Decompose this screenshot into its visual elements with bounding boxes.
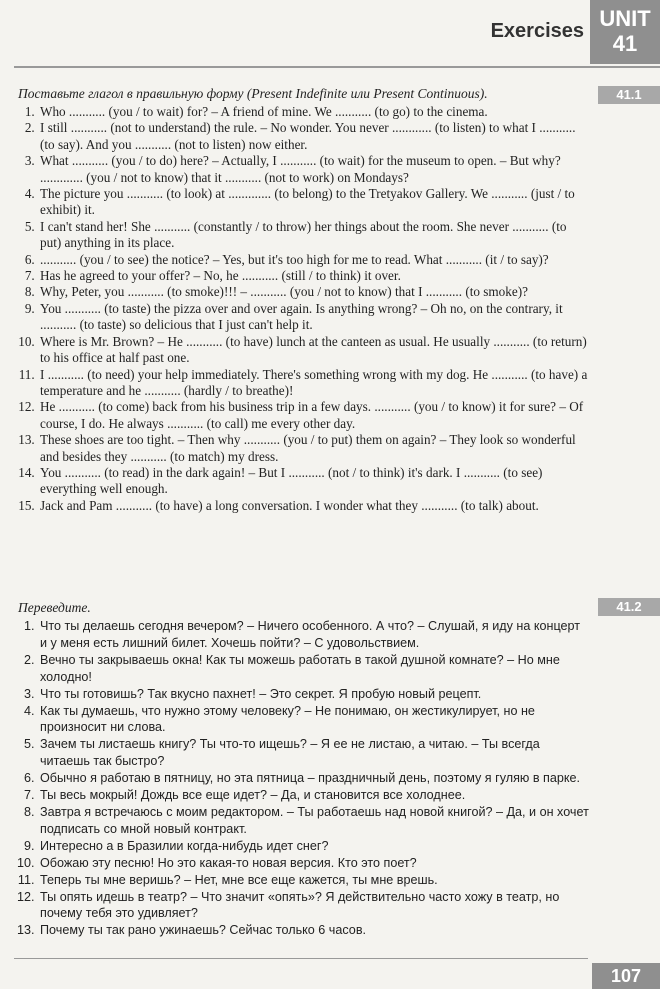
unit-number: 41 [612,31,638,56]
unit-label: UNIT [599,6,651,31]
list-item: 3. What ........... (you / to do) here? – Actually, I ........... (to wait) for the museum to open. – But why? ............. (you / not to know) that it ........... (not to work) on Mondays? [38,153,590,186]
exercise-list [18,104,590,514]
list-item: 7. Ты весь мокрый! Дождь все еще идет? – Да, и становится все холоднее. [38,787,590,804]
list-item: 9. You ........... (to taste) the pizza over and over again. Is anything wrong? – Oh no, on the contrary, it ........... (to taste) so delicious that I just can't help it. [38,301,590,334]
list-item: 6. Обычно я работаю в пятницу, но эта пятница – праздничный день, поэтому я гуляю в парке. [38,770,590,787]
list-item: 11. I ........... (to need) your help immediately. There's something wrong with my dog. He ........... (to have) a temperature and he ........... (hardly / to breathe)! [38,367,590,400]
list-item: 15. Jack and Pam ........... (to have) a long conversation. I wonder what they ........... (to talk) about. [38,498,590,514]
list-item: 7. Has he agreed to your offer? – No, he ........... (still / to think) it over. [38,268,590,284]
list-item: 4. Как ты думаешь, что нужно этому человеку? – Не понимаю, он жестикулирует, но не произносит ни слова. [38,703,590,737]
page-number: 107 [592,963,660,989]
list-item: 6. ........... (you / to see) the notice? – Yes, but it's too high for me to read. What ........... (it / to say)? [38,252,590,268]
list-item: 1. Who ........... (you / to wait) for? – A friend of mine. We ........... (to go) to the cinema. [38,104,590,120]
list-item: 2. Вечно ты закрываешь окна! Как ты можешь работать в такой душной комнате? – Но мне холодно! [38,652,590,686]
exercise-41-2 [18,600,590,939]
exercise-instruction: Поставьте глагол в правильную форму (Present Indefinite или Present Continuous). [18,86,488,101]
list-item: 12. He ........... (to come) back from his business trip in a few days. ........... (you / to know) it for sure? – Of course, I do. He always ........... (to call) me every other day. [38,399,590,432]
footer-divider [14,958,588,959]
unit-badge [590,0,660,64]
list-item: 12. Ты опять идешь в театр? – Что значит «опять»? Я действительно часто хожу в театр, но почему тебя это удивляет? [38,889,590,923]
list-item: 5. Зачем ты листаешь книгу? Ты что-то ищешь? – Я ее не листаю, а читаю. – Ты всегда читаешь так быстро? [38,736,590,770]
list-item: 13. These shoes are too tight. – Then why ........... (you / to put) them on again? – They look so wonderful and besides they ........... (to match) my dress. [38,432,590,465]
header-divider [14,66,660,68]
list-item: 8. Why, Peter, you ........... (to smoke)!!! – ........... (you / not to know) that I ........... (to smoke)? [38,284,590,300]
list-item: 10. Обожаю эту песню! Но это какая-то новая версия. Кто это поет? [38,855,590,872]
exercise-badge-41-2: 41.2 [598,598,660,616]
list-item: 13. Почему ты так рано ужинаешь? Сейчас только 6 часов. [38,922,590,939]
exercise-badge-41-1: 41.1 [598,86,660,104]
list-item: 5. I can't stand her! She ........... (constantly / to throw) her things about the room. She never ........... (to put) anything in its place. [38,219,590,252]
list-item: 2. I still ........... (not to understand) the rule. – No wonder. You never ............ (to listen) to what I ........... (to say). And you ........... (not to listen) now either. [38,120,590,153]
exercise-41-1 [18,86,590,514]
list-item: 1. Что ты делаешь сегодня вечером? – Ничего особенного. А что? – Слушай, я иду на концерт и у меня есть лишний билет. Хочешь пойти? – С удовольствием. [38,618,590,652]
list-item: 4. The picture you ........... (to look) at ............. (to belong) to the Tretyakov Gallery. We ........... (just / to exhibit) it. [38,186,590,219]
list-item: 11. Теперь ты мне веришь? – Нет, мне все еще кажется, ты мне врешь. [38,872,590,889]
page-header [0,0,660,60]
header-title: Exercises [490,20,584,42]
exercise-instruction: Переведите. [18,600,91,615]
list-item: 9. Интересно а в Бразилии когда-нибудь идет снег? [38,838,590,855]
list-item: 8. Завтра я встречаюсь с моим редактором. – Ты работаешь над новой книгой? – Да, и он хочет подписать со мной новый контракт. [38,804,590,838]
list-item: 14. You ........... (to read) in the dark again! – But I ........... (not / to think) it's dark. I ........... (to see) everything well enough. [38,465,590,498]
exercise-list [18,618,590,939]
list-item: 3. Что ты готовишь? Так вкусно пахнет! – Это секрет. Я пробую новый рецепт. [38,686,590,703]
list-item: 10. Where is Mr. Brown? – He ........... (to have) lunch at the canteen as usual. He usually ........... (to return) to his office at half past one. [38,334,590,367]
